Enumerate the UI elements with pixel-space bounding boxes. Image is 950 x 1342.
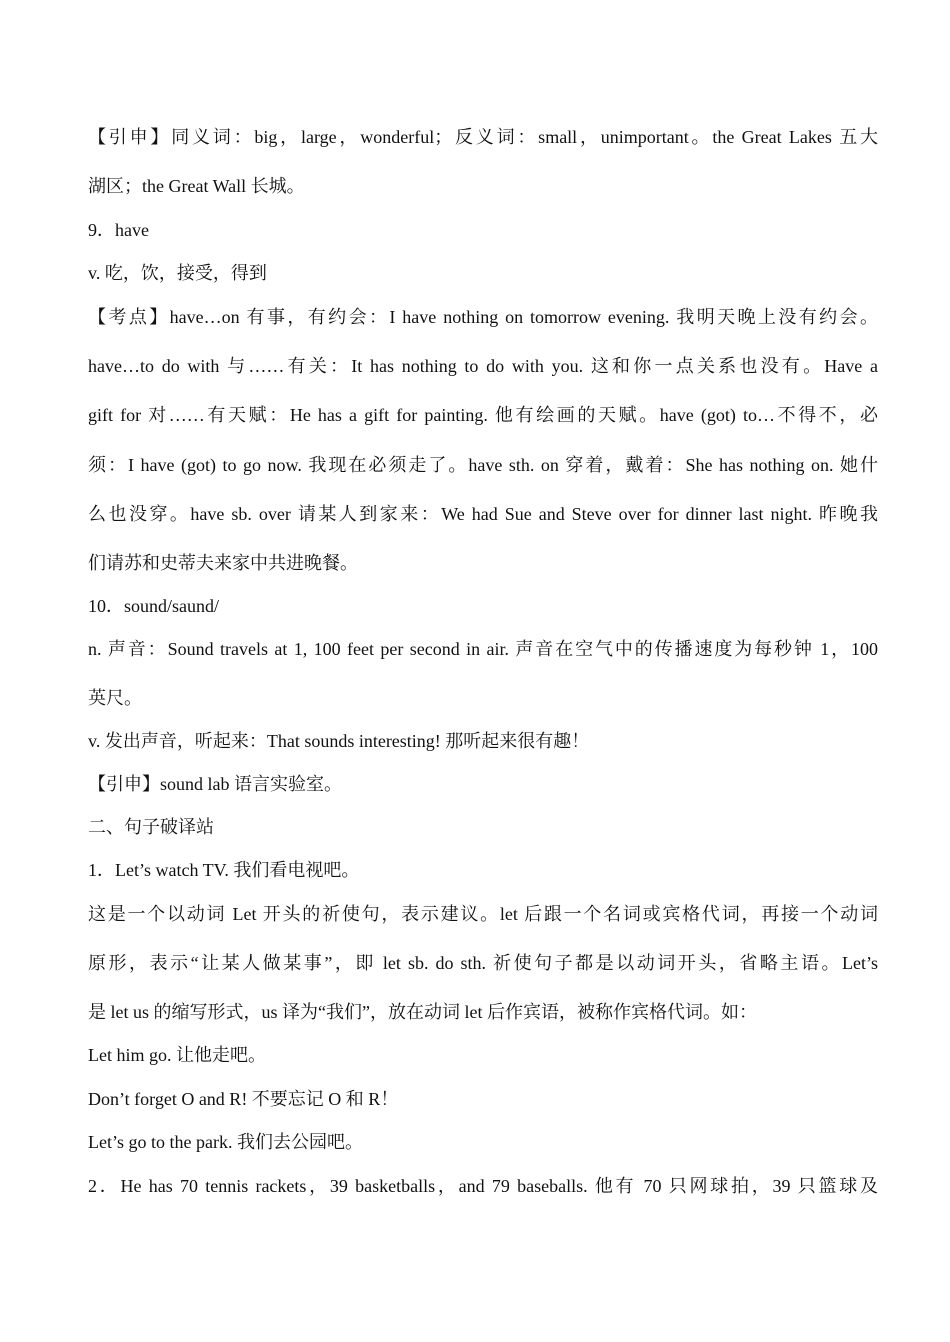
text-line: 湖区；the Great Wall 长城。 xyxy=(88,176,305,196)
text-line: Let’s go to the park. 我们去公园吧。 xyxy=(88,1132,363,1152)
text-line: 英尺。 xyxy=(88,688,142,708)
text-line: 这是一个以动词 Let 开头的祈使句，表示建议。let 后跟一个名词或宾格代词，再接一个动词 xyxy=(88,904,878,924)
text-line: Don’t forget O and R! 不要忘记 O 和 R！ xyxy=(88,1089,399,1109)
text-line: gift for 对……有天赋：He has a gift for painting. 他有绘画的天赋。have (got) to…不得不，必 xyxy=(88,405,878,425)
text-line: Let him go. 让他走吧。 xyxy=(88,1045,266,1065)
text-line: 【考点】have…on 有事，有约会：I have nothing on tomorrow evening. 我明天晚上没有约会。 xyxy=(88,307,878,327)
text-line: 么也没穿。have sb. over 请某人到家来：We had Sue and Steve over for dinner last night. 昨晚我 xyxy=(88,504,878,524)
text-line: 原形，表示“让某人做某事”，即 let sb. do sth. 祈使句子都是以动词开头，省略主语。Let’s xyxy=(88,953,878,973)
text-line: 2．He has 70 tennis rackets，39 basketballs，and 79 baseballs. 他有 70 只网球拍，39 只篮球及 xyxy=(88,1176,878,1196)
text-line: 们请苏和史蒂夫来家中共进晚餐。 xyxy=(88,553,358,573)
text-line: 9．have xyxy=(88,220,149,240)
text-line: 须：I have (got) to go now. 我现在必须走了。have sth. on 穿着，戴着：She has nothing on. 她什 xyxy=(88,455,878,475)
text-line: 【引申】sound lab 语言实验室。 xyxy=(88,774,342,794)
text-line: v. 吃，饮，接受，得到 xyxy=(88,263,267,283)
text-line: n. 声音：Sound travels at 1, 100 feet per second in air. 声音在空气中的传播速度为每秒钟 1，100 xyxy=(88,639,878,659)
text-line: 1．Let’s watch TV. 我们看电视吧。 xyxy=(88,860,360,880)
text-line: 是 let us 的缩写形式，us 译为“我们”，放在动词 let 后作宾语，被称作宾格代词。如： xyxy=(88,1002,757,1022)
section-heading: 二、句子破译站 xyxy=(88,817,214,837)
text-line: have…to do with 与……有关：It has nothing to do with you. 这和你一点关系也没有。Have a xyxy=(88,356,878,376)
text-line: 10．sound/saund/ xyxy=(88,596,220,616)
text-line: 【引申】同义词：big，large，wonderful；反义词：small，unimportant。the Great Lakes 五大 xyxy=(88,127,878,147)
text-line: v. 发出声音，听起来：That sounds interesting! 那听起来很有趣！ xyxy=(88,731,590,751)
